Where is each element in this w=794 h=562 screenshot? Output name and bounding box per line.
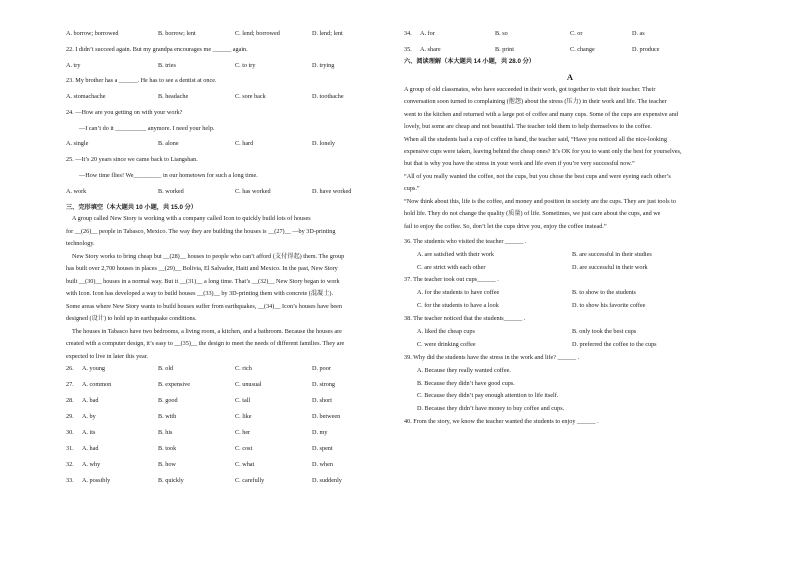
option-c: C. change — [570, 45, 595, 53]
option-d: D. as — [632, 30, 645, 37]
option-c: C. or — [570, 30, 583, 37]
q24-options — [66, 140, 400, 148]
option-c: C. unusual — [235, 381, 262, 389]
passage-line: When all the students had a cup of coffee in hand, the teacher said, “Have you noticed all the nice-looking — [404, 135, 667, 143]
q39-option-a: A. Because they really wanted coffee. — [417, 366, 511, 374]
q22-stem: 22. I didn’t succeed again. But my grandpa encourages me ______ again. — [66, 45, 248, 53]
q25-options — [66, 188, 400, 196]
option-b: B. borrow; lent — [158, 30, 196, 37]
q39-option-d: D. Because they didn’t have money to buy coffee and cups. — [417, 405, 565, 413]
option-b: B. tries — [158, 61, 176, 69]
q36-options-row2 — [404, 264, 736, 272]
question-number: 31. — [66, 444, 74, 452]
option-a: A. borrow; borrowed — [66, 30, 119, 37]
q39-option-b: B. Because they didn’t have good cups. — [417, 379, 515, 387]
option-a: A. work — [66, 187, 87, 195]
option-b: B. quickly — [158, 476, 184, 484]
option-a: A. had — [82, 444, 99, 452]
option-d: D. between — [312, 412, 341, 420]
option-b: B. old — [158, 365, 174, 373]
cloze-option-row — [66, 461, 400, 469]
passage-line: cups.” — [404, 185, 420, 193]
q37-stem: 37. The teacher took out cups______ . — [404, 276, 499, 284]
cloze-option-row — [404, 30, 736, 38]
left-column — [66, 30, 400, 484]
passage-line: went to the kitchen and returned with a large pot of coffee and many cups. Some of the cups are expensive and — [404, 110, 678, 118]
option-c: C. has worked — [235, 187, 271, 195]
q37-options-row2 — [404, 302, 736, 310]
option-d: D. toothache — [312, 93, 344, 101]
option-a: A. share — [420, 45, 441, 53]
option-a: A. its — [82, 428, 96, 436]
option-c: C. for the students to have a look — [417, 302, 499, 310]
passage-line: hold life. They do not change the quality (质量) of life. Sometimes, we just care about the cups, and we — [404, 210, 661, 218]
passage-line: with Icon. Icon has developed a way to build houses __(33)__ by 3D-printing them with concrete (混凝土). — [66, 290, 334, 298]
q23-options — [66, 93, 400, 101]
section-title-cloze: 三、完形填空（本大题共 10 小题，共 15.0 分） — [66, 203, 197, 211]
q36-options-row1 — [404, 251, 736, 259]
cloze-option-row — [66, 413, 400, 421]
option-d: D. produce — [632, 45, 660, 53]
option-d: D. have worked — [312, 187, 352, 195]
passage-line: has built over 2,700 houses in places __(29)__ Bolivia, El Salvador, Haiti and Mexico. In the past, New Story — [66, 265, 338, 273]
option-b: B. good — [158, 397, 178, 405]
option-d: D. lonely — [312, 140, 336, 148]
cloze-passage — [66, 215, 400, 360]
q25-reply: —How time flies! We_________ in our hometown for such a long time. — [79, 172, 258, 180]
reading-passage — [404, 86, 736, 231]
q25-stem: 25. —It’s 20 years since we came back to Liangshan. — [66, 156, 198, 164]
q39-stem: 39. Why did the students have the stress in the work and life? ______ . — [404, 353, 580, 361]
option-b: B. worked — [158, 187, 184, 195]
passage-line: fail to enjoy the coffee. So, don’t let the cups drive you, enjoy the coffee instead.” — [404, 222, 607, 230]
passage-line: “Now think about this, life is the coffee, and money and position in society are the cups. They are just tools to — [404, 197, 676, 205]
passage-line: lovely, but some are cheap and not beautiful. The teacher told them to help themselves to the coffee. — [404, 123, 652, 131]
option-d: D. poor — [312, 365, 331, 373]
option-d: D. my — [312, 428, 328, 436]
option-a: A. single — [66, 140, 89, 148]
passage-line: conversation soon turned to complaining (抱怨) about the stress (压力) in their work and life. The teacher — [404, 98, 667, 106]
option-b: B. expensive — [158, 381, 190, 389]
question-number: 28. — [66, 397, 74, 405]
passage-line: “All of you really wanted the coffee, not the cups, but you chose the best cups and were eyeing each other’s — [404, 172, 671, 180]
option-b: B. are successful in their studies — [572, 250, 652, 258]
passage-line: The houses in Tabasco have two bedrooms, a living room, a kitchen, and a bathroom. Because the houses are — [72, 327, 342, 335]
passage-line: created with a computer design, it’s easy to __(35)__ the design to meet the needs of different families. They are — [66, 340, 345, 348]
option-c: C. to try — [235, 61, 256, 69]
option-a: A. why — [82, 460, 101, 468]
option-b: B. alone — [158, 140, 179, 148]
question-number: 29. — [66, 412, 74, 420]
q40-stem: 40. From the story, we know the teacher wanted the students to enjoy ______ . — [404, 418, 599, 426]
passage-line: New Story works to bring cheap but __(28)__ houses to people who can’t afford (支付得起) them. The group — [72, 252, 345, 260]
q22-options — [66, 62, 400, 70]
option-b: B. his — [158, 428, 173, 436]
option-d: D. strong — [312, 381, 336, 389]
option-a: A. are satisfied with their work — [417, 250, 494, 258]
option-c: C. are strict with each other — [417, 263, 486, 271]
option-c: C. tall — [235, 397, 251, 405]
q38-stem: 38. The teacher noticed that the students______ . — [404, 315, 526, 323]
option-c: C. rich — [235, 365, 252, 373]
option-c: C. like — [235, 412, 252, 420]
option-d: D. lend; lent — [312, 30, 343, 37]
option-c: C. carefully — [235, 476, 265, 484]
option-a: A. try — [66, 61, 81, 69]
q23-stem: 23. My brother has a ______. He has to see a dentist at once. — [66, 77, 217, 85]
option-a: A. by — [82, 412, 96, 420]
option-d: D. preferred the coffee to the cups — [572, 340, 657, 348]
q39-option-c: C. Because they didn’t pay enough attention to life itself. — [417, 392, 559, 400]
option-c: C. cost — [235, 444, 253, 452]
passage-line: technology. — [66, 240, 95, 248]
option-a: A. stomachache — [66, 93, 106, 101]
option-d: D. short — [312, 397, 332, 405]
option-d: D. to show his favorite coffee — [572, 302, 646, 310]
option-c: C. sore back — [235, 93, 266, 101]
option-a: A. young — [82, 365, 106, 373]
question-number: 35. — [404, 45, 412, 53]
option-a: A. common — [82, 381, 112, 389]
cloze-option-row — [66, 365, 400, 373]
option-a: A. for the students to have coffee — [417, 289, 500, 297]
q24-stem: 24. —How are you getting on with your work? — [66, 108, 183, 116]
option-b: B. took — [158, 444, 177, 452]
q38-options-row2 — [404, 341, 736, 349]
option-c: C. what — [235, 460, 255, 468]
option-b: B. only took the best cups — [572, 328, 637, 336]
q24-reply: —I can’t do it __________ anymore. I need your help. — [79, 124, 215, 132]
q36-stem: 36. The students who visited the teacher ______ . — [404, 237, 527, 245]
option-b: B. headache — [158, 93, 189, 101]
option-a: A. bad — [82, 397, 99, 405]
question-number: 30. — [66, 428, 74, 436]
passage-line: expected to live in later this year. — [66, 352, 148, 360]
cloze-option-row — [66, 477, 400, 485]
q38-options-row1 — [404, 328, 736, 336]
section-title-reading: 六、阅读理解（本大题共 14 小题，共 28.0 分） — [404, 57, 535, 65]
cloze-options-list — [66, 365, 400, 484]
passage-line: built __(30)__ houses in a normal way. But it __(31)__ a long time. That’s __(32)__ New Story began to work — [66, 277, 340, 285]
option-c: C. lend; borrowed — [235, 30, 280, 37]
question-number: 26. — [66, 365, 74, 373]
passage-line: expensive cups were taken, leaving behind the cheap ones? It’s OK for you to want only the best for yourselves, — [404, 147, 682, 155]
option-a: A. possibly — [82, 476, 111, 484]
cloze-option-row — [66, 445, 400, 453]
option-b: B. print — [495, 45, 514, 53]
option-d: D. spent — [312, 444, 333, 452]
option-c: C. her — [235, 428, 251, 436]
option-c: C. hard — [235, 140, 254, 148]
passage-title: A — [566, 71, 574, 82]
option-d: D. trying — [312, 61, 335, 69]
cloze-option-row — [404, 46, 736, 54]
cloze-option-row — [66, 381, 400, 389]
option-b: B. to show to the students — [572, 289, 636, 297]
passage-line: for __(26)__ people in Tabasco, Mexico. The way they are building the houses is __(27)__ —by 3D-printing — [66, 227, 336, 235]
option-b: B. with — [158, 412, 177, 420]
question-number: 32. — [66, 460, 74, 468]
cloze-option-row — [66, 429, 400, 437]
q21-options — [66, 30, 400, 38]
option-c: C. were drinking coffee — [417, 340, 476, 348]
option-b: B. so — [495, 30, 508, 37]
option-d: D. are successful in their work — [572, 263, 648, 271]
cloze-option-row — [66, 397, 400, 405]
option-a: A. for — [420, 30, 435, 37]
right-column — [404, 30, 736, 426]
option-d: D. when — [312, 460, 333, 468]
passage-line: A group called New Story is working with a company called Icon to quickly build lots of houses — [72, 215, 311, 223]
option-d: D. suddenly — [312, 476, 342, 484]
q37-options-row1 — [404, 289, 736, 297]
question-number: 34. — [404, 30, 412, 37]
question-number: 27. — [66, 381, 74, 389]
option-a: A. liked the cheap cups — [417, 328, 475, 336]
passage-line: A group of old classmates, who have succeeded in their work, got together to visit their teacher. Their — [404, 85, 656, 93]
question-number: 33. — [66, 476, 74, 484]
passage-line: Some areas where New Story wants to build houses suffer from earthquakes, __(34)__ Icon’s houses have been — [66, 302, 343, 310]
option-b: B. how — [158, 460, 176, 468]
passage-line: designed (设计) to hold up in earthquake conditions. — [66, 315, 197, 323]
passage-line: but that is why you have the stress in your work and life even if you’re very successful now.” — [404, 160, 635, 168]
